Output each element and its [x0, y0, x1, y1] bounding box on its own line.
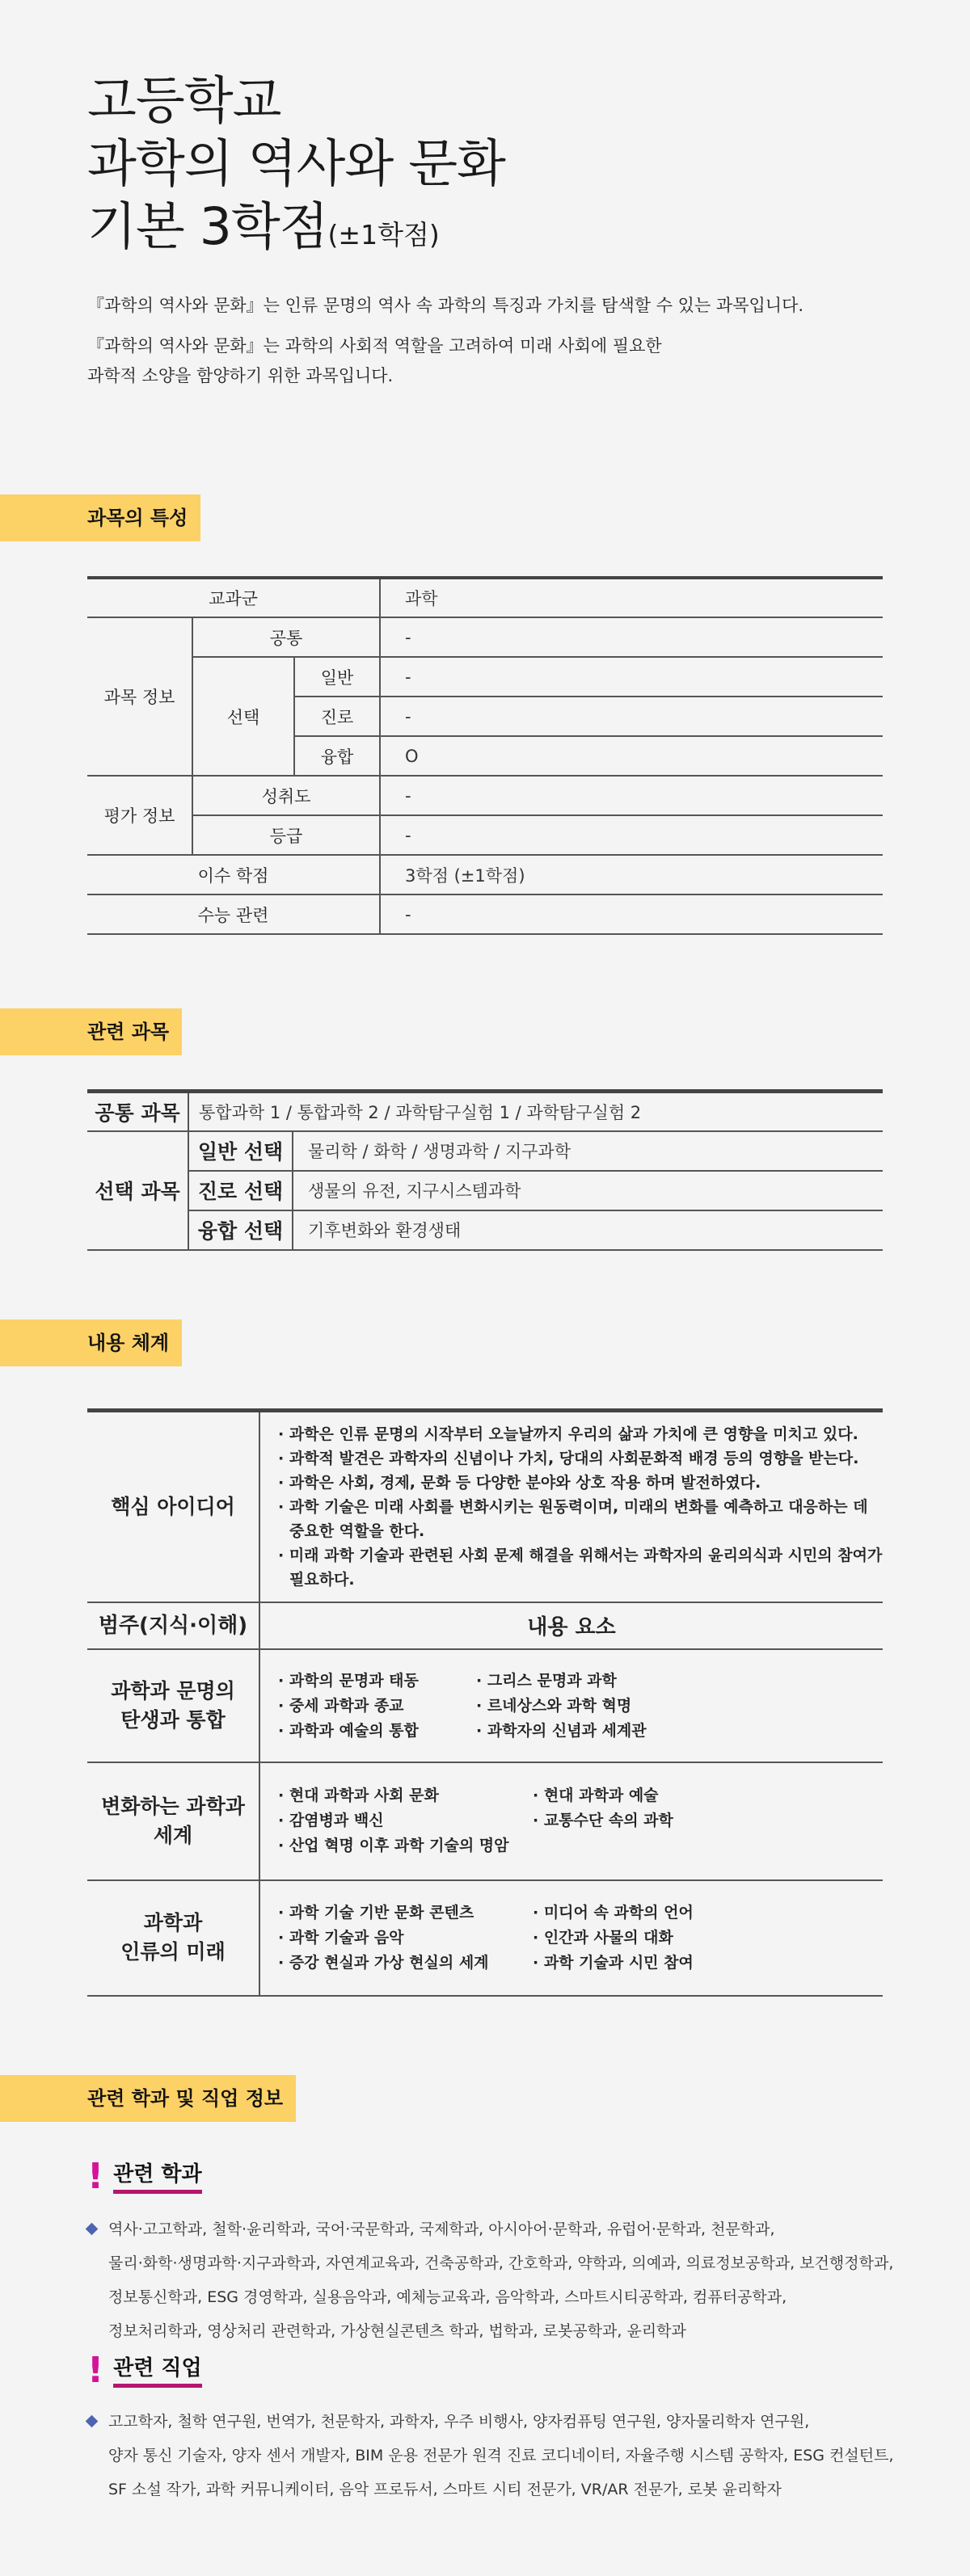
cell-general-label: 일반 — [294, 657, 380, 697]
table-row — [87, 657, 883, 697]
cell-grade-label: 등급 — [192, 815, 380, 855]
section-label-content-system: 내용 체계 — [0, 1320, 182, 1366]
title-school-level: 고등학교 — [87, 71, 281, 130]
table-row — [87, 1411, 883, 1602]
related-departments-title: 관련 학과 — [113, 2161, 202, 2194]
intro-paragraph-1: 『과학의 역사와 문화』는 인류 문명의 역사 속 과학의 특징과 가치를 탐색할 수 있는 과목입니다. — [87, 296, 804, 315]
table-row — [87, 1880, 883, 1996]
cell-general-value: - — [380, 657, 883, 697]
cell-elective-courses-label: 선택 과목 — [87, 1131, 188, 1250]
cell-content-elements — [259, 1649, 883, 1762]
cell-subject-group-value: 과학 — [380, 578, 883, 617]
cell-category-label — [87, 1649, 259, 1762]
intro-paragraph-2-line-2: 과학적 소양을 함양하기 위한 과목입니다. — [87, 366, 394, 385]
cell-content-head: 내용 요소 — [259, 1602, 883, 1649]
content-element: · 증강 현실과 가상 현실의 세계 — [278, 1954, 489, 1972]
related-departments-line: 정보통신학과, ESG 경영학과, 실용음악과, 예체능교육과, 음악학과, 스마트시티공학과, 컴퓨터공학과, — [108, 2288, 787, 2306]
category-label-line-2: 탄생과 통합 — [120, 1707, 226, 1732]
table-row — [87, 1131, 883, 1171]
cell-core-idea-list — [259, 1411, 883, 1602]
category-label-line-1: 과학과 문명의 — [111, 1678, 235, 1703]
related-departments-list — [87, 2212, 904, 2348]
related-courses-table — [87, 1089, 883, 1251]
cell-common-courses-value: 통합과학 1 / 통합과학 2 / 과학탐구실험 1 / 과학탐구실험 2 — [188, 1092, 883, 1131]
table-row — [87, 815, 883, 855]
content-element — [533, 1834, 759, 1857]
intro-paragraph-2 — [87, 331, 896, 391]
content-element: · 르네상스와 과학 혁명 — [476, 1696, 632, 1715]
page-header — [87, 69, 896, 267]
table-row — [87, 776, 883, 815]
title-credits — [87, 196, 896, 267]
content-element: · 산업 혁명 이후 과학 기술의 명암 — [278, 1836, 509, 1854]
related-jobs-line: SF 소설 작가, 과학 커뮤니케이터, 음악 프로듀서, 스마트 시티 전문가, VR/AR 전문가, 로봇 윤리학자 — [108, 2481, 782, 2498]
table-row — [87, 1762, 883, 1880]
related-jobs-title: 관련 직업 — [113, 2355, 202, 2388]
section-label-related-departments-jobs: 관련 학과 및 직업 정보 — [0, 2075, 296, 2122]
content-element: · 교통수단 속의 과학 — [533, 1811, 673, 1829]
cell-general-elective-label: 일반 선택 — [188, 1131, 293, 1171]
cell-common-courses-label: 공통 과목 — [87, 1092, 188, 1131]
list-item: · 미래 과학 기술과 관련된 사회 문제 해결을 위해서는 과학자의 윤리의식과 시민의 참여가 필요하다. — [278, 1546, 883, 1589]
cell-career-value: - — [380, 697, 883, 736]
cell-achievement-label: 성취도 — [192, 776, 380, 815]
content-element: · 인간과 사물의 대화 — [533, 1929, 673, 1947]
cell-eval-info-label: 평가 정보 — [87, 776, 192, 855]
content-element: · 과학 기술 기반 문화 콘텐츠 — [278, 1904, 474, 1921]
content-element: · 감염병과 백신 — [278, 1811, 384, 1829]
cell-core-idea-label: 핵심 아이디어 — [87, 1411, 259, 1602]
related-jobs-line: 고고학자, 철학 연구원, 번역가, 천문학자, 과학자, 우주 비행사, 양자컴퓨팅 연구원, 양자물리학자 연구원, — [108, 2413, 810, 2431]
intro-text — [87, 291, 896, 402]
table-row — [87, 617, 883, 657]
cell-csat-label: 수능 관련 — [87, 894, 380, 934]
table-row — [87, 1210, 883, 1250]
content-element: · 그리스 문명과 과학 — [476, 1671, 617, 1690]
course-characteristics-table — [87, 576, 883, 935]
list-item: · 과학 기술은 미래 사회를 변화시키는 원동력이며, 미래의 변화를 예측하고 대응하는 데 중요한 역할을 한다. — [278, 1497, 868, 1540]
related-jobs-heading — [87, 2350, 202, 2391]
section-label-related-courses: 관련 과목 — [0, 1008, 182, 1055]
related-departments-line: 정보처리학과, 영상처리 관련학과, 가상현실콘텐츠 학과, 법학과, 로봇공학과, 윤리학과 — [108, 2322, 686, 2340]
content-system-table — [87, 1408, 883, 1997]
intro-paragraph-2-line-1: 『과학의 역사와 문화』는 과학의 사회적 역할을 고려하여 미래 사회에 필요한 — [87, 336, 662, 356]
cell-credits-value: 3학점 (±1학점) — [380, 855, 883, 894]
diamond-bullet-icon — [86, 2415, 99, 2428]
table-row — [87, 1171, 883, 1210]
cell-credits-label: 이수 학점 — [87, 855, 380, 894]
cell-common-value: - — [380, 617, 883, 657]
cell-general-elective-value: 물리학 / 화학 / 생명과학 / 지구과학 — [293, 1131, 883, 1171]
list-item: · 과학은 사회, 경제, 문화 등 다양한 분야와 상호 작용 하며 발전하였다. — [278, 1473, 761, 1492]
cell-grade-value: - — [380, 815, 883, 855]
cell-csat-value: - — [380, 894, 883, 934]
table-row — [87, 855, 883, 894]
cell-category-label — [87, 1880, 259, 1996]
category-label-line-2: 세계 — [153, 1823, 193, 1847]
cell-career-elective-label: 진로 선택 — [188, 1171, 293, 1210]
table-row — [87, 1649, 883, 1762]
exclamation-icon: ! — [87, 2156, 104, 2197]
content-element: · 현대 과학과 사회 문화 — [278, 1786, 439, 1804]
cell-course-info-label: 과목 정보 — [87, 617, 192, 776]
cell-career-elective-value: 생물의 유전, 지구시스템과학 — [293, 1171, 883, 1210]
cell-career-label: 진로 — [294, 697, 380, 736]
related-jobs-list — [87, 2405, 904, 2507]
cell-achievement-value: - — [380, 776, 883, 815]
table-row — [87, 894, 883, 934]
table-row — [87, 578, 883, 617]
list-item: · 과학적 발견은 과학자의 신념이나 가치, 당대의 사회문화적 배경 등의 영향을 받는다. — [278, 1449, 859, 1467]
cell-common-label: 공통 — [192, 617, 380, 657]
section-label-course-characteristics: 과목의 특성 — [0, 495, 200, 541]
content-element: · 과학자의 신념과 세계관 — [476, 1721, 647, 1740]
category-label-line-2: 인류의 미래 — [120, 1940, 226, 1964]
list-item: · 과학은 인류 문명의 시작부터 오늘날까지 우리의 삶과 가치에 큰 영향을 미치고 있다. — [278, 1425, 858, 1443]
cell-category-head: 범주(지식·이해) — [87, 1602, 259, 1649]
cell-category-label — [87, 1762, 259, 1880]
cell-fusion-elective-label: 융합 선택 — [188, 1210, 293, 1250]
cell-subject-group-label: 교과군 — [87, 578, 380, 617]
cell-content-elements — [259, 1762, 883, 1880]
title-credits-range: (±1학점) — [327, 219, 440, 250]
exclamation-icon: ! — [87, 2350, 104, 2391]
table-row — [87, 1092, 883, 1131]
category-label-line-1: 과학과 — [143, 1911, 203, 1934]
title-credits-main: 기본 3학점 — [87, 197, 328, 256]
related-departments-line: 역사·고고학과, 철학·윤리학과, 국어·국문학과, 국제학과, 아시아어·문학과, 유럽어·문학과, 천문학과, — [108, 2220, 775, 2238]
content-element: · 현대 과학과 예술 — [533, 1786, 659, 1804]
cell-fusion-label: 융합 — [294, 736, 380, 776]
diamond-bullet-icon — [86, 2223, 99, 2236]
cell-fusion-elective-value: 기후변화와 환경생태 — [293, 1210, 883, 1250]
table-row — [87, 1602, 883, 1649]
related-jobs-line: 양자 통신 기술자, 양자 센서 개발자, BIM 운용 전문가 원격 진료 코디네이터, 자율주행 시스템 공학자, ESG 컨설턴트, — [108, 2447, 894, 2464]
content-element: · 중세 과학과 종교 — [278, 1696, 404, 1715]
category-label-line-1: 변화하는 과학과 — [101, 1794, 245, 1818]
cell-content-elements — [259, 1880, 883, 1996]
cell-elective-label: 선택 — [192, 657, 294, 776]
content-element: · 미디어 속 과학의 언어 — [533, 1904, 694, 1921]
related-departments-line: 물리·화학·생명과학·지구과학과, 자연계교육과, 건축공학과, 간호학과, 약학과, 의예과, 의료정보공학과, 보건행정학과, — [108, 2254, 894, 2272]
content-element: · 과학과 예술의 통합 — [278, 1721, 419, 1740]
content-element: · 과학의 문명과 태동 — [278, 1671, 419, 1690]
content-element: · 과학 기술과 음악 — [278, 1929, 404, 1947]
cell-fusion-value: O — [380, 736, 883, 776]
title-course-name: 과학의 역사와 문화 — [87, 134, 505, 193]
content-element: · 과학 기술과 시민 참여 — [533, 1954, 694, 1972]
related-departments-heading — [87, 2156, 202, 2197]
